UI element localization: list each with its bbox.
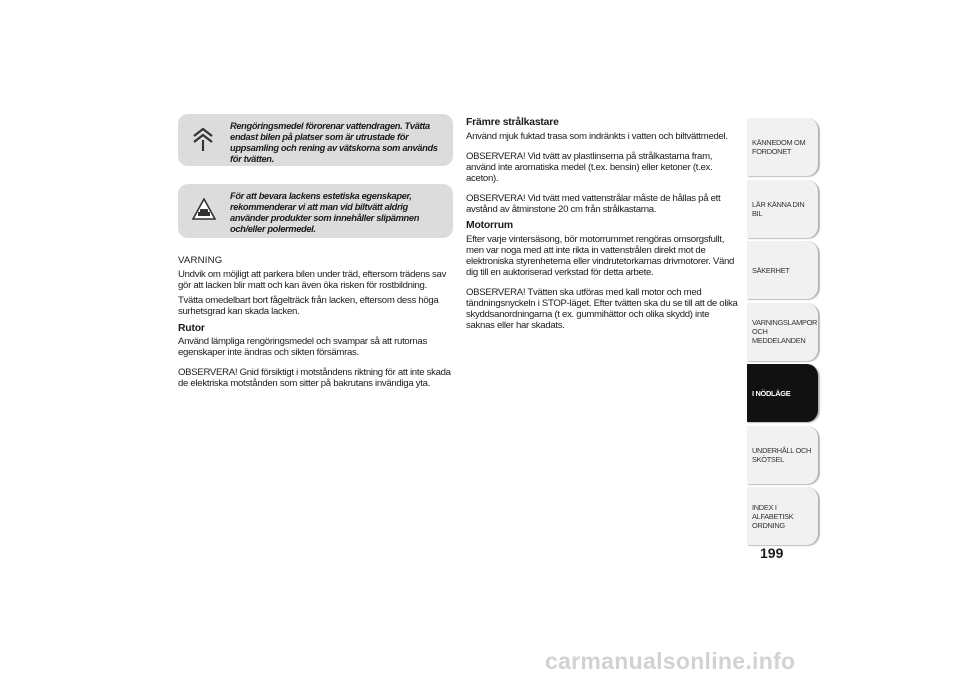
warning-text: Tvätta omedelbart bort fågelträck från lacken, eftersom dess höga surhetsgrad kan skada lacken. [178, 295, 439, 317]
warning-label: VARNING [178, 255, 223, 266]
section-heading-front-lights: Främre strålkastare [466, 117, 559, 128]
note-text: Rengöringsmedel förorenar vattendragen. Tvätta endast bilen på platser som är utrustade för uppsamling och rening av vätskorna som används för tvätten. [230, 121, 438, 164]
tab-lar-kanna-din-bil[interactable] [747, 180, 819, 238]
tab-kannedom-om-fordonet[interactable] [747, 118, 819, 176]
tab-sakerhet[interactable] [747, 241, 819, 299]
tab-label: LÄR KÄNNA DIN BIL [752, 199, 805, 218]
tab-label: SÄKERHET [752, 265, 790, 275]
rutor-text: Använd lämpliga rengöringsmedel och svampar så att rutornas egenskaper inte ändras och sikten försämras. [178, 336, 427, 358]
tab-underhall-och-skotsel[interactable] [747, 426, 819, 484]
motorrum-text: Efter varje vintersäsong, bör motorrummet rengöras omsorgsfullt, men var noga med att inte rikta in vattenstrålen direkt mot de elektroniska styrenheterna eller vindrutetorkarnas drivmotorer. Vänd dig till en auktoriserad verkstad för detta arbete. [466, 234, 735, 278]
tab-label: VARNINGSLAMPOR OCH MEDDELANDEN [752, 318, 818, 345]
rutor-observation: OBSERVERA! Gnid försiktigt i motståndens riktning för att inte skada de elektriska motstånden som sitter på bakrutans invändiga yta. [178, 367, 451, 389]
front-lights-text: Använd mjuk fuktad trasa som indränkts i vatten och biltvättmedel. [466, 131, 728, 142]
environment-icon [192, 126, 214, 150]
tab-label: KÄNNEDOM OM FORDONET [752, 138, 806, 156]
motorrum-observation: OBSERVERA! Tvätten ska utföras med kall motor och med tändningsnyckeln i STOP-läget. Efter tvätten ska du se till att de olika skyddsanordningarna (t ex. gummihättor och olika skydd) inte saknas eller har skadats. [466, 287, 738, 331]
tab-label: UNDERHÅLL OCH SKÖTSEL [752, 445, 812, 464]
warning-text: Undvik om möjligt att parkera bilen under träd, eftersom trädens sav gör att lacken blir matt och kan även öka risken för rostbildning. [178, 269, 447, 291]
section-heading-rutor: Rutor [178, 323, 205, 334]
chapter-tabs [747, 118, 819, 549]
front-lights-observation: OBSERVERA! Vid tvätt av plastlinserna på strålkastarna fram, använd inte aromatiska medel (t.ex. bensin) eller ketoner (t.ex. aceton). [466, 151, 713, 184]
tab-index[interactable] [747, 487, 819, 545]
watermark: carmanualsonline.info [545, 648, 796, 674]
page-number: 199 [760, 545, 784, 561]
paint-warning-note [178, 184, 453, 238]
left-column [178, 255, 453, 389]
tab-label: I NÖDLÄGE [752, 388, 791, 398]
right-column [466, 117, 738, 331]
tab-varningslampor[interactable] [747, 303, 819, 361]
tab-i-nodlage[interactable] [747, 364, 819, 422]
note-text: För att bevara lackens estetiska egenskaper, rekommenderar vi att man vid biltvätt aldrig använder produkter som innehåller slipämnen och/eller polermedel. [230, 191, 420, 234]
section-heading-motorrum: Motorrum [466, 220, 513, 231]
warning-car-icon [192, 198, 214, 222]
environment-note [178, 114, 453, 166]
front-lights-observation: OBSERVERA! Vid tvätt med vattenstrålar måste de hållas på ett avstånd av åtminstone 20 cm från strålkastarna. [466, 193, 721, 215]
tab-label: INDEX I ALFABETISK ORDNING [752, 502, 794, 530]
